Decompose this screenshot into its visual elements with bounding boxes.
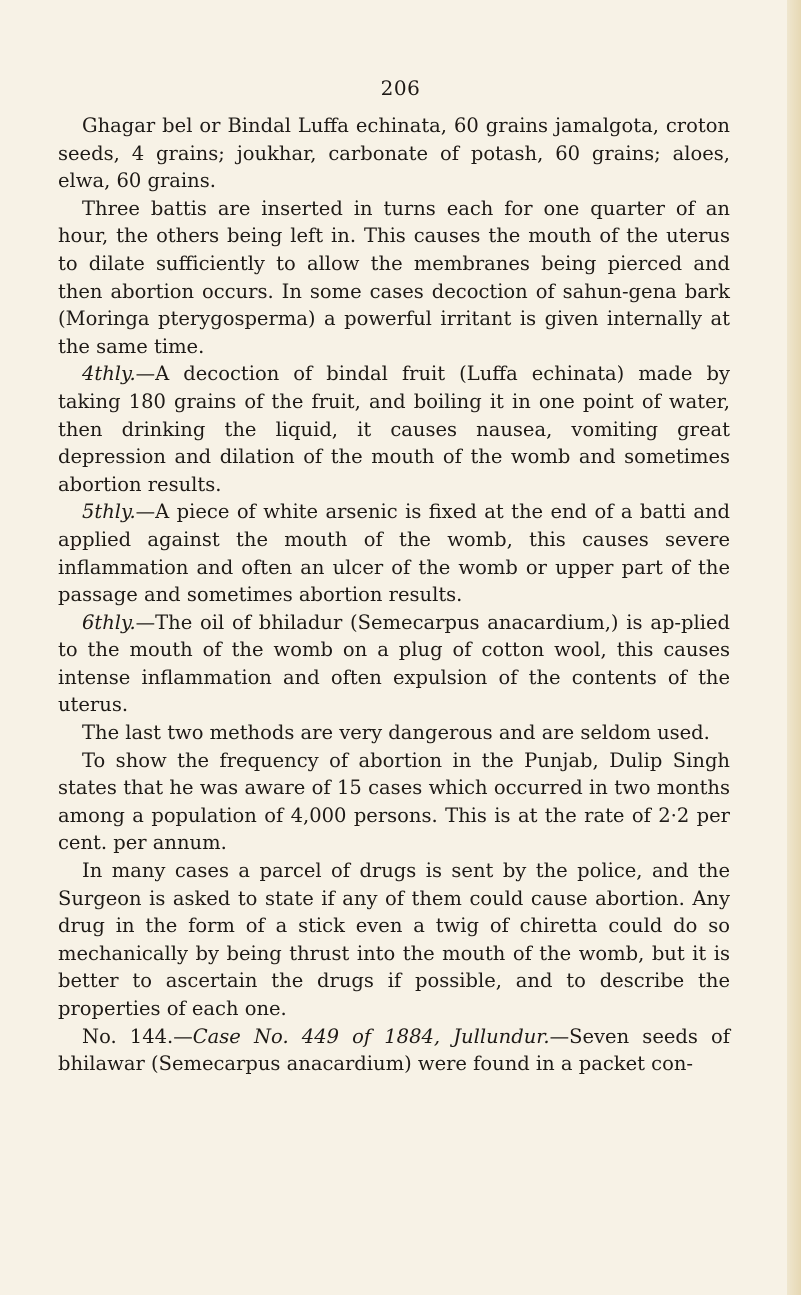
method-number-label: 5thly. — [82, 500, 136, 524]
body-text — [58, 112, 730, 1078]
paragraph-battis: Three battis are inserted in turns each for one quarter of an hour, the others being left in. This causes the mouth of the uterus to dilate sufficiently to allow the membranes being pierced and then abortion occurs. In some cases decoction of sahun-gena bark (Moringa pterygosperma) a powerful irritant is given internally at the same time. — [58, 196, 730, 358]
page-number: 206 — [380, 76, 421, 100]
case-reference: Case No. 449 of 1884, Jullundur. — [192, 1024, 550, 1048]
paragraph-dangerous-methods: The last two methods are very dangerous and are seldom used. — [82, 721, 710, 745]
method-number-label: 4thly. — [82, 362, 136, 386]
method-number-label: 6thly. — [82, 610, 136, 634]
page-edge-shadow — [787, 0, 801, 1295]
paragraph-frequency: To show the frequency of abortion in the Punjab, Dulip Singh states that he was aware of 15 cases which occurred in two months among a population of 4,000 persons. This is at the rate of 2·2 per cent. per annum. — [58, 748, 730, 855]
paragraph-fourthly: 4thly.—A decoction of bindal fruit (Luffa echinata) made by taking 180 grains of the fruit, and boiling it in one point of water, then drinking the liquid, it causes nausea, vomiting great depression and dilation of the mouth of the womb and sometimes abortion results. — [58, 362, 730, 496]
paragraph-fifthly: 5thly.—A piece of white arsenic is fixed at the end of a batti and applied against the mouth of the womb, this causes severe inflammation and often an ulcer of the womb or upper part of the passage and sometimes abortion results. — [58, 500, 730, 607]
paragraph-sixthly: 6thly.—The oil of bhiladur (Semecarpus anacardium,) is ap-plied to the mouth of the womb on a plug of cotton wool, this causes intense inflammation and often expulsion of the contents of the uterus. — [58, 610, 730, 717]
paragraph-police-parcels: In many cases a parcel of drugs is sent by the police, and the Surgeon is asked to state if any of them could cause abortion. Any drug in the form of a stick even a twig of chiretta could do so mechanically by being thrust into the mouth of the womb, but it is better to ascertain the drugs if possible, and to describe the properties of each one. — [58, 859, 730, 1020]
paragraph-case-144: No. 144.—Case No. 449 of 1884, Jullundur.—Seven seeds of bhilawar (Semecarpus anacardium) were found in a packet con- — [58, 1024, 730, 1076]
paragraph-drug-list: Ghagar bel or Bindal Luffa echinata, 60 grains jamalgota, croton seeds, 4 grains; joukhar, carbonate of potash, 60 grains; aloes, elwa, 60 grains. — [58, 114, 730, 193]
